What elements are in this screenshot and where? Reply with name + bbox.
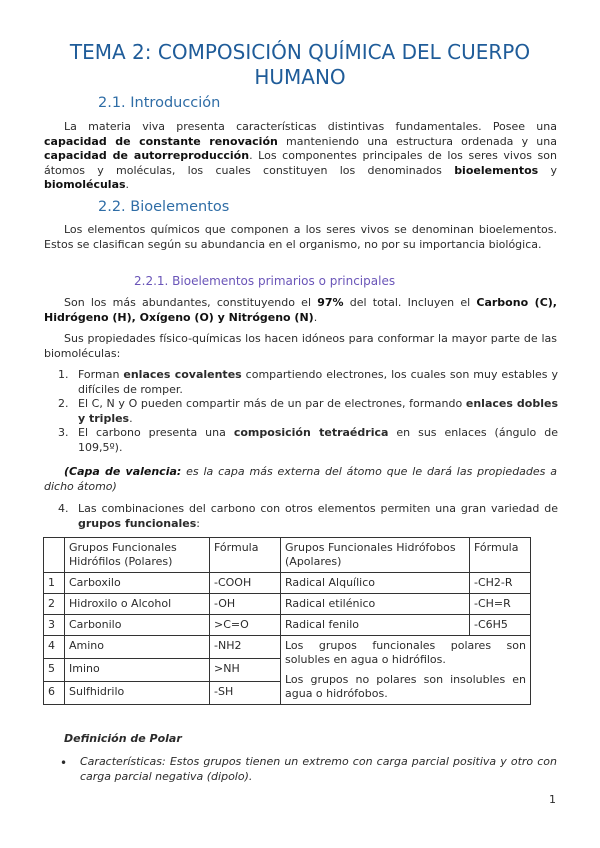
table-cell: >C=O [210,615,281,636]
table-header: Grupos Funcionales Hidrófilos (Polares) [65,538,210,573]
subsection-heading-primarios: 2.2.1. Bioelementos primarios o principales [134,274,396,288]
page-title: TEMA 2: COMPOSICIÓN QUÍMICA DEL CUERPO HUMANO [69,40,531,89]
valence-note: (Capa de valencia: es la capa más externa del átomo que le dará las propiedades a dicho átomo) [44,465,557,493]
list-item: 3. El carbono presenta una composición tetraédrica en sus enlaces (ángulo de 109,5º). [58,426,558,454]
table-cell: 3 [44,615,65,636]
table-cell [44,538,65,573]
table-row [44,573,531,594]
table-cell: 5 [44,659,65,682]
table-cell: Carbonilo [65,615,210,636]
bioelementos-paragraph: Los elementos químicos que componen a los seres vivos se denominan bioelementos. Estos se clasifican según su abundancia en el organismo, no por su importancia biológica. [44,223,557,251]
list-item: 2. El C, N y O pueden compartir más de un par de electrones, formando enlaces dobles y triples. [58,397,558,425]
table-cell: Hidroxilo o Alcohol [65,594,210,615]
table-cell: Imino [65,659,210,682]
table-cell: -NH2 [210,636,281,659]
properties-list [58,368,558,455]
table-cell: 4 [44,636,65,659]
table-cell: -C6H5 [470,615,531,636]
table-cell: -CH=R [470,594,531,615]
table-cell: 6 [44,682,65,705]
page-number: 1 [549,793,556,806]
polar-definition-heading: Definición de Polar [64,732,182,745]
functional-groups-intro [58,502,558,531]
intro-paragraph: La materia viva presenta características distintivas fundamentales. Posee una capacidad de constante renovación manteniendo una estructura ordenada y una capacidad de autorreproducción. Los componentes principales de los seres vivos son átomos y moléculas, los cuales constituyen los denominados bioelementos y biomoléculas. [44,120,557,191]
table-row [44,615,531,636]
table-header: Grupos Funcionales Hidrófobos (Apolares) [281,538,470,573]
table-cell: Radical Alquílico [281,573,470,594]
table-header-row [44,538,531,573]
table-cell: -SH [210,682,281,705]
table-cell: Carboxilo [65,573,210,594]
table-cell: -COOH [210,573,281,594]
table-row [44,594,531,615]
bullet-icon: • [60,756,68,770]
apolar-solubility-note: Los grupos no polares son insolubles en agua o hidrófobos. [285,673,526,700]
section-heading-bioelementos: 2.2. Bioelementos [98,199,230,215]
table-cell: Sulfhidrilo [65,682,210,705]
polar-characteristics: Características: Estos grupos tienen un extremo con carga parcial positiva y otro con carga parcial negativa (dipolo). [80,755,557,783]
table-cell: Radical fenilo [281,615,470,636]
table-cell: 1 [44,573,65,594]
table-cell: -CH2-R [470,573,531,594]
table-cell: 2 [44,594,65,615]
list-item: 1. Forman enlaces covalentes compartiendo electrones, los cuales son muy estables y difíciles de romper. [58,368,558,396]
table-cell: -OH [210,594,281,615]
table-row [44,636,531,659]
table-cell: Amino [65,636,210,659]
polar-solubility-note: Los grupos funcionales polares son solubles en agua o hidrófilos. [285,639,526,666]
section-heading-introduccion: 2.1. Introducción [98,95,221,111]
propiedades-paragraph: Sus propiedades físico-químicas los hacen idóneos para conformar la mayor parte de las biomoléculas: [44,332,557,360]
functional-groups-table [43,537,531,705]
table-header: Fórmula [470,538,531,573]
list-item: 4. Las combinaciones del carbono con otros elementos permiten una gran variedad de grupos funcionales: [58,502,558,530]
table-cell: >NH [210,659,281,682]
table-note-cell [281,636,531,705]
table-header: Fórmula [210,538,281,573]
table-cell: Radical etilénico [281,594,470,615]
primarios-paragraph: Son los más abundantes, constituyendo el 97% del total. Incluyen el Carbono (C), Hidrógeno (H), Oxígeno (O) y Nitrógeno (N). [44,296,557,324]
